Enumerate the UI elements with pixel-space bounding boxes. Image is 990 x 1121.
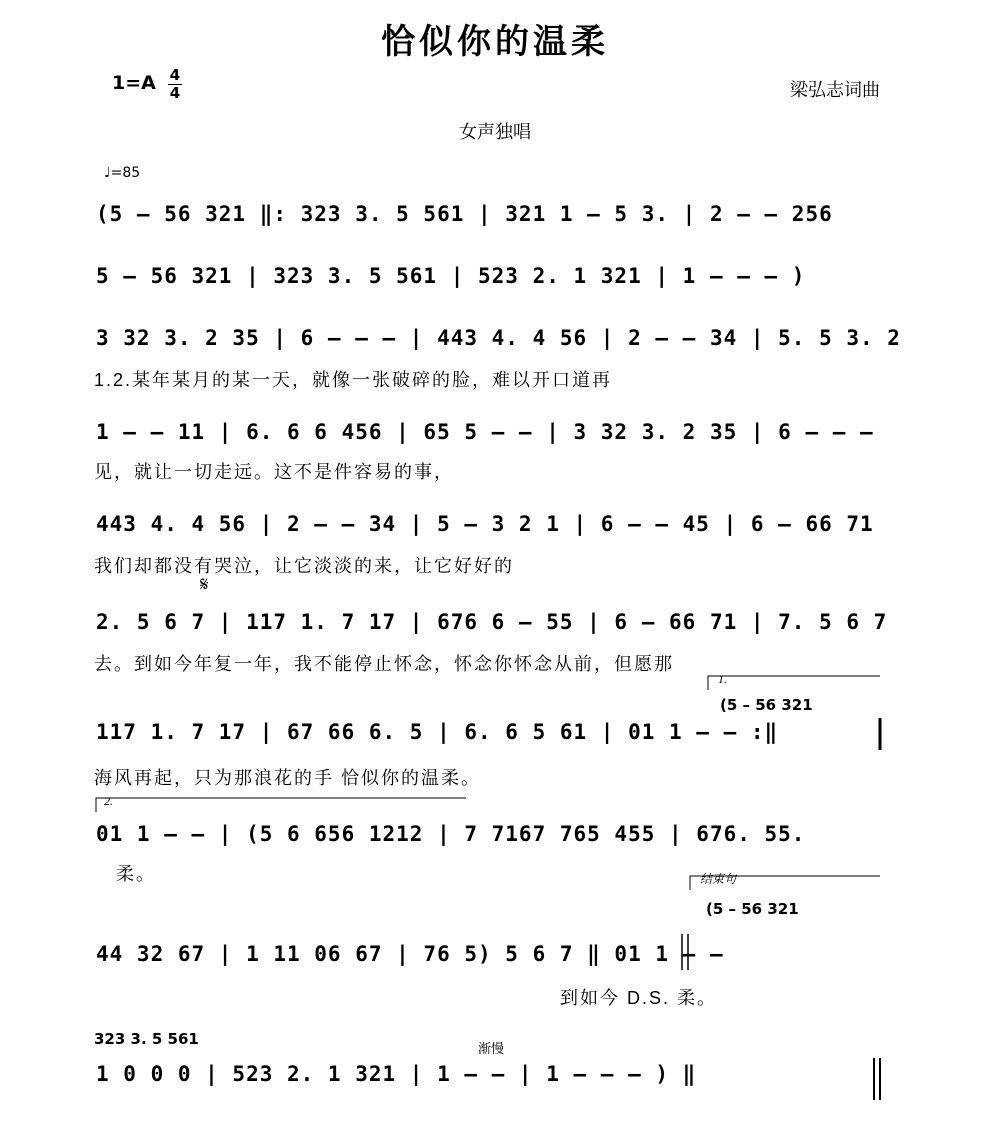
lyric-line-7: 海风再起，只为那浪花的手 恰似你的温柔。 [94,768,481,788]
score-line-10: 1 0 0 0 | 523 2. 1 321 | 1 – – | 1 – – – ) ‖ [96,1062,697,1086]
double-barline [682,934,688,970]
song-title: 恰似你的温柔 [381,22,609,62]
score-line-4: 1 – – 11 | 6. 6 6 456 | 65 5 – – | 3 32 3. 2 35 | 6 – – – [96,420,874,444]
lyric-line-3: 1.2.某年某月的某一天，就像一张破碎的脸，难以开口道再 [94,370,613,390]
score-line-3: 3 32 3. 2 35 | 6 – – – | 443 4. 4 56 | 2 – – 34 | 5. 5 3. 2 [96,326,901,350]
lyric-line-8: 柔。 [116,864,156,884]
score-line-5: 443 4. 4 56 | 2 – – 34 | 5 – 3 2 1 | 6 – – 45 | 6 – 66 71 [96,512,874,536]
alt-upper-1: (5 – 56 321 [720,696,813,714]
performance-note: 女声独唱 [459,122,531,143]
ending-1-bracket [708,676,880,690]
ritardando-mark: 渐慢 [478,1042,505,1057]
alt-upper-2: (5 – 56 321 [706,900,799,918]
alt-upper-3: 323 3. 5 561 [94,1030,199,1048]
segno-sign: 𝄋 [200,572,209,596]
coda-label: 结束句 [700,872,737,886]
key-signature: 1=A [112,72,156,94]
score-line-9: 44 32 67 | 1 11 06 67 | 76 5) 5 6 7 ‖ 01 1 – – [96,942,724,966]
final-barline [874,1058,880,1100]
score-line-7: 117 1. 7 17 | 67 66 6. 5 | 6. 6 5 61 | 01 1 – – :‖ [96,720,779,744]
ending-2-label: 2. [104,794,113,808]
time-bottom: 4 [169,84,181,102]
ending-2-bracket [96,798,466,812]
ending-1-label: 1. [718,672,727,686]
coda-bracket [690,876,880,890]
time-top: 4 [169,66,181,84]
lyric-line-9: 到如今 D.S. 柔。 [560,988,718,1008]
score-line-6: 2. 5 6 7 | 117 1. 7 17 | 676 6 – 55 | 6 – 66 71 | 7. 5 6 7 [96,610,888,634]
score-line-8: 01 1 – – | (5 6 656 1212 | 7 7167 765 455 | 676. 55. [96,822,806,846]
lyric-line-4: 见，就让一切走远。这不是件容易的事， [94,462,454,482]
score-line-2: 5 – 56 321 | 323 3. 5 561 | 523 2. 1 321 | 1 – – – ) [96,264,806,288]
lyric-line-5: 我们却都没有哭泣，让它淡淡的来，让它好好的 [94,556,514,576]
composer-credit: 梁弘志词曲 [790,80,880,101]
score-line-1: (5 – 56 321 ‖: 323 3. 5 561 | 321 1 – 5 3. | 2 – – 256 [96,202,833,226]
tempo-mark: ♩=85 [104,165,141,181]
lyric-line-6: 去。到如今年复一年，我不能停止怀念，怀念你怀念从前，但愿那 [94,654,674,674]
